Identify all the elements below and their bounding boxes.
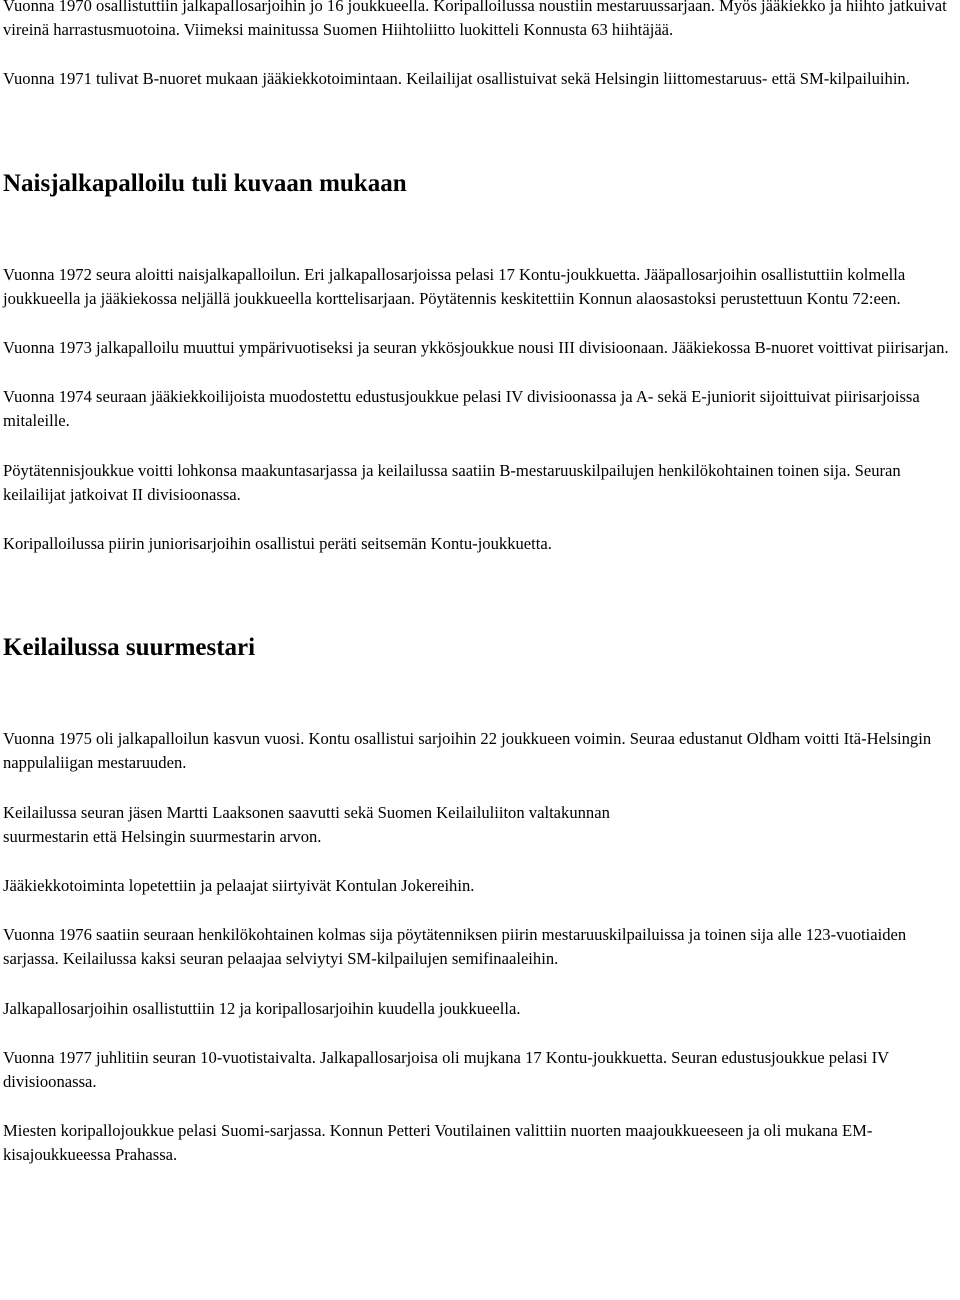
paragraph: Vuonna 1971 tulivat B-nuoret mukaan jääkiekkotoimintaan. Keilailijat osallistuivat sekä Helsingin liittomestaruus- että SM-kilpailuihin. [3, 69, 910, 89]
section-heading: Keilailussa suurmestari [3, 634, 256, 662]
paragraph: Vuonna 1977 juhlitiin seuran 10-vuotistaivalta. Jalkapallosarjoisa oli mujkana 17 Kontu-joukkuetta. Seuran edustusjoukkue pelasi IV divisioonassa. [3, 1047, 889, 1092]
section-heading: Naisjalkapalloilu tuli kuvaan mukaan [3, 169, 407, 197]
document-page [3, 0, 957, 1168]
paragraph: Miesten koripallojoukkue pelasi Suomi-sarjassa. Konnun Petteri Voutilainen valittiin nuorten maajoukkueeseen ja oli mukana EM-kisajoukkueessa Prahassa. [3, 1121, 873, 1165]
paragraph: Pöytätennisjoukkue voitti lohkonsa maakuntasarjassa ja keilailussa saatiin B-mestaruuskilpailujen henkilökohtainen toinen sija. Seuran keilailijat jatkoivat II divisioonassa. [3, 460, 901, 504]
paragraph: Vuonna 1975 oli jalkapalloilun kasvun vuosi. Kontu osallistui sarjoihin 22 joukkueen voimin. Seuraa edustanut Oldham voitti Itä-Helsingin nappulaliigan mestaruuden. [3, 729, 932, 773]
paragraph: Koripalloilussa piirin juniorisarjoihin osallistui peräti seitsemän Kontu-joukkuetta. [3, 534, 552, 554]
paragraph: Vuonna 1970 osallistuttiin jalkapallosarjoihin jo 16 joukkueella. Koripalloilussa noustiin mestaruussarjaan. Myös jääkiekko ja hiihto jatkuivat vireinä harrastusmuotoina. Viimeksi mainitussa Suomen Hiihtoliitto luokitteli Konnusta 63 hiihtäjää. [3, 0, 947, 40]
paragraph: Vuonna 1973 jalkapalloilu muuttui ympärivuotiseksi ja seuran ykkösjoukkue nousi III divisioonaan. Jääkiekossa B-nuoret voittivat piirisarjan. [3, 338, 949, 358]
paragraph: Vuonna 1974 seuraan jääkiekkoilijoista muodostettu edustusjoukkue pelasi IV divisioonassa ja A- sekä E-juniorit sijoittuivat piirisarjoissa mitaleille. [3, 387, 920, 431]
paragraph: Jalkapallosarjoihin osallistuttiin 12 ja koripallosarjoihin kuudella joukkueella. [3, 998, 521, 1018]
paragraph: Vuonna 1972 seura aloitti naisjalkapalloilun. Eri jalkapallosarjoissa pelasi 17 Kontu-joukkuetta. Jääpallosarjoihin osallistuttiin kolmella joukkueella ja jääkiekossa neljällä joukkueella korttelisarjaan. Pöytätennis keskitettiin Konnun alaosastoksi perustettuun Kontu 72:een. [3, 264, 906, 308]
paragraph: Jääkiekkotoiminta lopetettiin ja pelaajat siirtyivät Kontulan Jokereihin. [3, 876, 475, 896]
paragraph: Keilailussa seuran jäsen Martti Laaksonen saavutti sekä Suomen Keilailuliiton valtakunnan suurmestarin että Helsingin suurmestarin arvon. [3, 802, 610, 846]
paragraph: Vuonna 1976 saatiin seuraan henkilökohtainen kolmas sija pöytätenniksen piirin mestaruuskilpailuissa ja toinen sija alle 123-vuotiaiden sarjassa. Keilailussa kaksi seuran pelaajaa selviytyi SM-kilpailujen semifinaaleihin. [3, 925, 907, 969]
